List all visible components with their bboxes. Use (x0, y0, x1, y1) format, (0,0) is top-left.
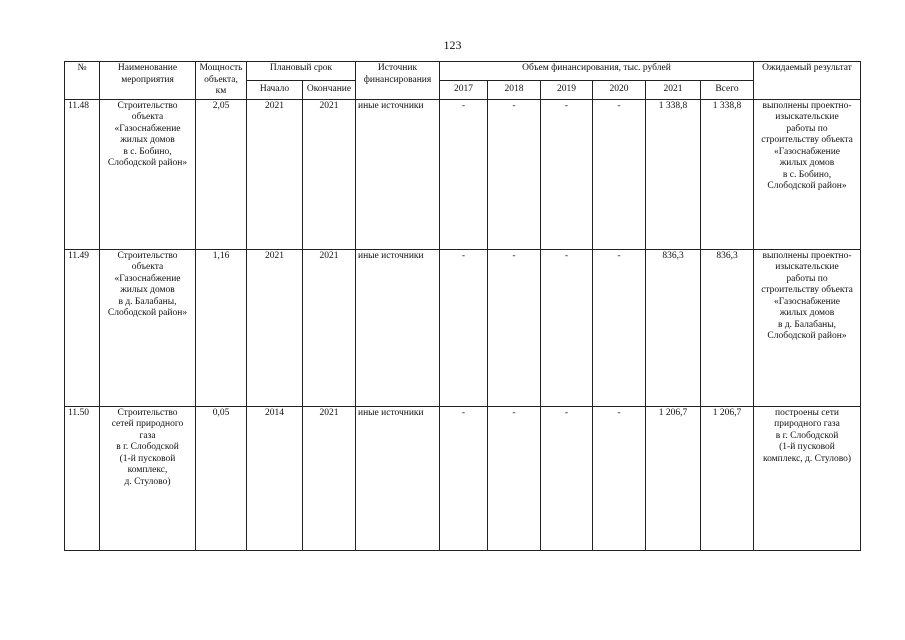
year-2021-header: 2021 (646, 80, 701, 99)
expected-result: выполнены проектно- изыскательские работы по строительству объекта «Газоснабжение жилых домов в д. Балабаны, Слободской район» (754, 249, 861, 406)
row-number: 11.49 (65, 249, 100, 406)
amount-2017: - (440, 406, 488, 550)
col-name-header: Наименование мероприятия (100, 62, 196, 100)
event-name: Строительство объекта «Газоснабжение жилых домов в с. Бобино, Слободской район» (100, 99, 196, 249)
amount-2017: - (440, 99, 488, 249)
col-no-header: № (65, 62, 100, 100)
amount-2021: 1 338,8 (646, 99, 701, 249)
capacity-value: 0,05 (196, 406, 247, 550)
year-2018-header: 2018 (488, 80, 541, 99)
amount-2020: - (593, 249, 646, 406)
start-year: 2021 (247, 99, 303, 249)
amount-2020: - (593, 406, 646, 550)
amount-2018: - (488, 249, 541, 406)
event-name: Строительство объекта «Газоснабжение жилых домов в д. Балабаны, Слободской район» (100, 249, 196, 406)
capacity-value: 1,16 (196, 249, 247, 406)
funding-source: иные источники (356, 99, 440, 249)
end-year: 2021 (303, 99, 356, 249)
table-row (65, 406, 861, 550)
year-2019-header: 2019 (541, 80, 593, 99)
col-start-header: Начало (247, 80, 303, 99)
end-year: 2021 (303, 406, 356, 550)
col-result-header: Ожидаемый результат (754, 62, 861, 100)
financing-table (64, 61, 861, 551)
header-row-1 (65, 62, 861, 81)
expected-result: выполнены проектно- изыскательские работы по строительству объекта «Газоснабжение жилых домов в с. Бобино, Слободской район» (754, 99, 861, 249)
table-row (65, 99, 861, 249)
event-name: Строительство сетей природного газа в г. Слободской (1-й пусковой комплекс, д. Стулово) (100, 406, 196, 550)
amount-2020: - (593, 99, 646, 249)
amount-2018: - (488, 99, 541, 249)
funding-source: иные источники (356, 406, 440, 550)
amount-2019: - (541, 249, 593, 406)
amount-total: 1 338,8 (701, 99, 754, 249)
amount-2019: - (541, 406, 593, 550)
year-2017-header: 2017 (440, 80, 488, 99)
capacity-value: 2,05 (196, 99, 247, 249)
table-row (65, 249, 861, 406)
col-total-header: Всего (701, 80, 754, 99)
amount-total: 836,3 (701, 249, 754, 406)
page-number: 123 (443, 38, 462, 52)
col-funding-header: Объем финансирования, тыс. рублей (440, 62, 754, 81)
year-2020-header: 2020 (593, 80, 646, 99)
row-number: 11.48 (65, 99, 100, 249)
amount-2018: - (488, 406, 541, 550)
amount-2017: - (440, 249, 488, 406)
start-year: 2021 (247, 249, 303, 406)
amount-total: 1 206,7 (701, 406, 754, 550)
end-year: 2021 (303, 249, 356, 406)
row-number: 11.50 (65, 406, 100, 550)
expected-result: построены сети природного газа в г. Слободской (1-й пусковой комплекс, д. Стулово) (754, 406, 861, 550)
funding-source: иные источники (356, 249, 440, 406)
col-capacity-header: Мощность объекта, км (196, 62, 247, 100)
start-year: 2014 (247, 406, 303, 550)
col-end-header: Окончание (303, 80, 356, 99)
amount-2019: - (541, 99, 593, 249)
col-schedule-header: Плановый срок (247, 62, 356, 81)
amount-2021: 1 206,7 (646, 406, 701, 550)
amount-2021: 836,3 (646, 249, 701, 406)
col-source-header: Источник финансирования (356, 62, 440, 100)
